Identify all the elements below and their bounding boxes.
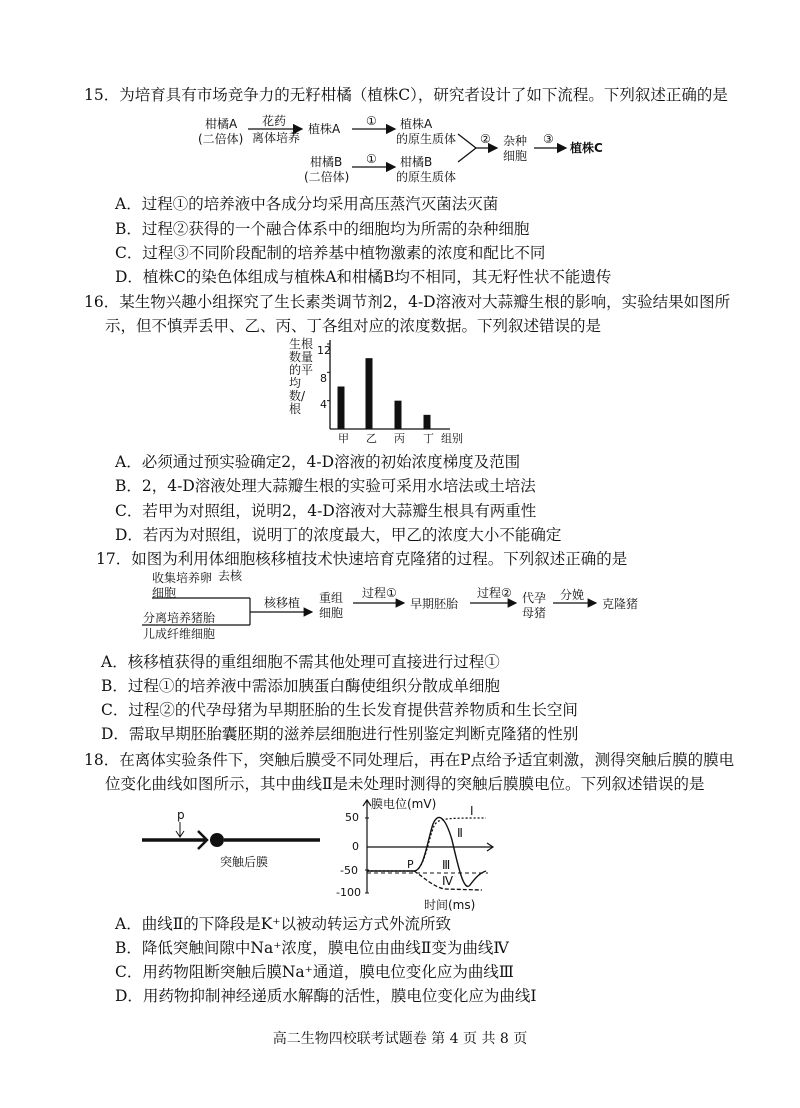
curve-2-label: Ⅱ [457, 826, 463, 840]
citrus-b: 柑橘B [310, 155, 343, 169]
nuclear-transfer-label: 核移植 [264, 596, 301, 610]
cloned-pig: 克隆猪 [602, 597, 639, 611]
protoplast-a-line2: 的原生质体 [396, 132, 457, 146]
q16-stem-line1: 16．某生物兴趣小组探究了生长素类调节剂2，4-D溶液对大蒜瓣生根的影响，实验结果如图所 [84, 293, 731, 311]
q16-option-d: D．若丙为对照组，说明丁的浓度最大，甲乙的浓度大小不能确定 [115, 526, 562, 544]
ytick-neg50: -50 [340, 864, 358, 877]
q15-option-b: B．过程②获得的一个融合体系中的细胞均为所需的杂种细胞 [115, 220, 530, 238]
q18-option-c: C．用药物阻断突触后膜Na⁺通道，膜电位变化应为曲线Ⅲ [115, 963, 514, 981]
fibroblast-line2: 儿成纤维细胞 [143, 627, 216, 641]
protoplast-b-line1: 柑橘B [400, 155, 433, 169]
citrus-b-ploidy: (二倍体) [304, 170, 350, 184]
chart-ylabel: 生根数量的平均数/根 [289, 337, 314, 416]
xtick-jia: 甲 [338, 432, 349, 445]
q15-stem: 15．为培育具有市场竞争力的无籽柑橘（植株C），研究者设计了如下流程。下列叙述正确的是 [84, 86, 728, 104]
step-1-label: ① [366, 114, 377, 128]
curve-1 [367, 818, 486, 871]
postsynaptic-label: 突触后膜 [220, 855, 269, 869]
curve-4-label: Ⅳ [442, 874, 454, 888]
q17-option-a: A．核移植获得的重组细胞不需其他处理可直接进行过程① [101, 653, 500, 671]
plant-a: 植株A [308, 122, 341, 136]
y-axis-title: 膜电位(mV) [371, 797, 437, 811]
xtick-ding: 丁 [423, 432, 434, 445]
ytick-neg100: -100 [336, 886, 361, 899]
step-1b-label: ① [366, 152, 377, 166]
stimulus-point-label: P [407, 858, 414, 871]
q16-stem-line2: 示，但不慎弄丢甲、乙、丙、丁各组对应的浓度数据。下列叙述错误的是 [105, 317, 602, 335]
protoplast-b-line2: 的原生质体 [396, 170, 457, 184]
ytick-50: 50 [345, 811, 359, 824]
point-p-label: p [177, 808, 185, 822]
q18-option-d: D．用药物抑制神经递质水解酶的活性，膜电位变化应为曲线Ⅰ [115, 987, 537, 1005]
ytick-0: 0 [352, 840, 359, 853]
fibroblast-line1: 分离培养猪胎 [143, 611, 216, 625]
birth-label: 分娩 [560, 588, 585, 602]
q15-option-d: D．植株C的染色体组成与植株A和柑橘B均不相同，其无籽性状不能遗传 [115, 268, 612, 286]
q17-option-d: D．需取早期胚胎囊胚期的滋养层细胞进行性别鉴定判断克隆猪的性别 [101, 725, 579, 743]
q17-option-b: B．过程①的培养液中需添加胰蛋白酶使组织分散成单细胞 [101, 677, 500, 695]
q18-option-a: A．曲线Ⅱ的下降段是K⁺以被动转运方式外流所致 [115, 915, 451, 933]
early-embryo: 早期胚胎 [410, 597, 459, 611]
curve-2 [367, 817, 486, 886]
citrus-a-ploidy: (二倍体) [198, 132, 244, 146]
in-vitro-label: 离体培养 [252, 131, 301, 145]
surrogate-line2: 母猪 [522, 606, 547, 620]
curve-3-label: Ⅲ [442, 858, 451, 872]
q16-option-c: C．若甲为对照组，说明2，4-D溶液对大蒜瓣生根具有两重性 [115, 502, 537, 520]
step-3-label: ③ [543, 132, 554, 146]
page-footer: 高二生物四校联考试题卷 第 4 页 共 8 页 [272, 1031, 528, 1047]
anther-label: 花药 [262, 114, 287, 128]
ytick-4: 4 [320, 398, 327, 411]
chart-xlabel: 组别 [441, 432, 463, 445]
step-2-label: ② [480, 132, 491, 146]
xtick-yi: 乙 [366, 432, 377, 445]
recombinant-line1: 重组 [319, 591, 344, 605]
egg-line1: 收集培养卵 [152, 571, 213, 585]
q15-option-c: C．过程③不同阶段配制的培养基中植物激素的浓度和配比不同 [115, 244, 546, 262]
ytick-8: 8 [320, 372, 327, 385]
xtick-bing: 丙 [394, 432, 405, 445]
q18-option-b: B．降低突触间隙中Na⁺浓度，膜电位由曲线Ⅱ变为曲线Ⅳ [115, 939, 509, 957]
protoplast-a-line1: 植株A [400, 117, 433, 131]
enucleate-label: 去核 [218, 569, 243, 583]
q15-option-a: A．过程①的培养液中各成分均采用高压蒸汽灭菌法灭菌 [115, 195, 499, 213]
q17-stem: 17．如图为利用体细胞核移植技术快速培育克隆猪的过程。下列叙述正确的是 [96, 550, 628, 568]
plant-c: 植株C [570, 141, 603, 155]
q17-option-c: C．过程②的代孕母猪为早期胚胎的生长发育提供营养物质和生长空间 [101, 701, 578, 719]
surrogate-line1: 代孕 [522, 591, 547, 605]
q16-option-a: A．必须通过预实验确定2，4-D溶液的初始浓度梯度及范围 [115, 453, 521, 471]
citrus-a: 柑橘A [205, 117, 238, 131]
egg-line2: 细胞 [152, 586, 177, 600]
q18-stem-line2: 位变化曲线如图所示，其中曲线Ⅱ是未处理时测得的突触后膜膜电位。下列叙述错误的是 [105, 775, 705, 793]
hybrid-line2: 细胞 [503, 149, 528, 163]
ytick-12: 12 [317, 344, 331, 357]
x-axis-title: 时间(ms) [424, 898, 476, 912]
q16-option-b: B．2，4-D溶液处理大蒜瓣生根的实验可采用水培法或土培法 [115, 477, 536, 495]
q18-stem-line1: 18．在离体实验条件下，突触后膜受不同处理后，再在P点给予适宜刺激，测得突触后膜的膜电 [84, 751, 735, 769]
curve-1-label: Ⅰ [470, 804, 474, 818]
process-2-label: 过程② [477, 586, 512, 600]
process-1-label: 过程① [362, 586, 397, 600]
recombinant-line2: 细胞 [319, 606, 344, 620]
hybrid-line1: 杂种 [503, 134, 528, 148]
